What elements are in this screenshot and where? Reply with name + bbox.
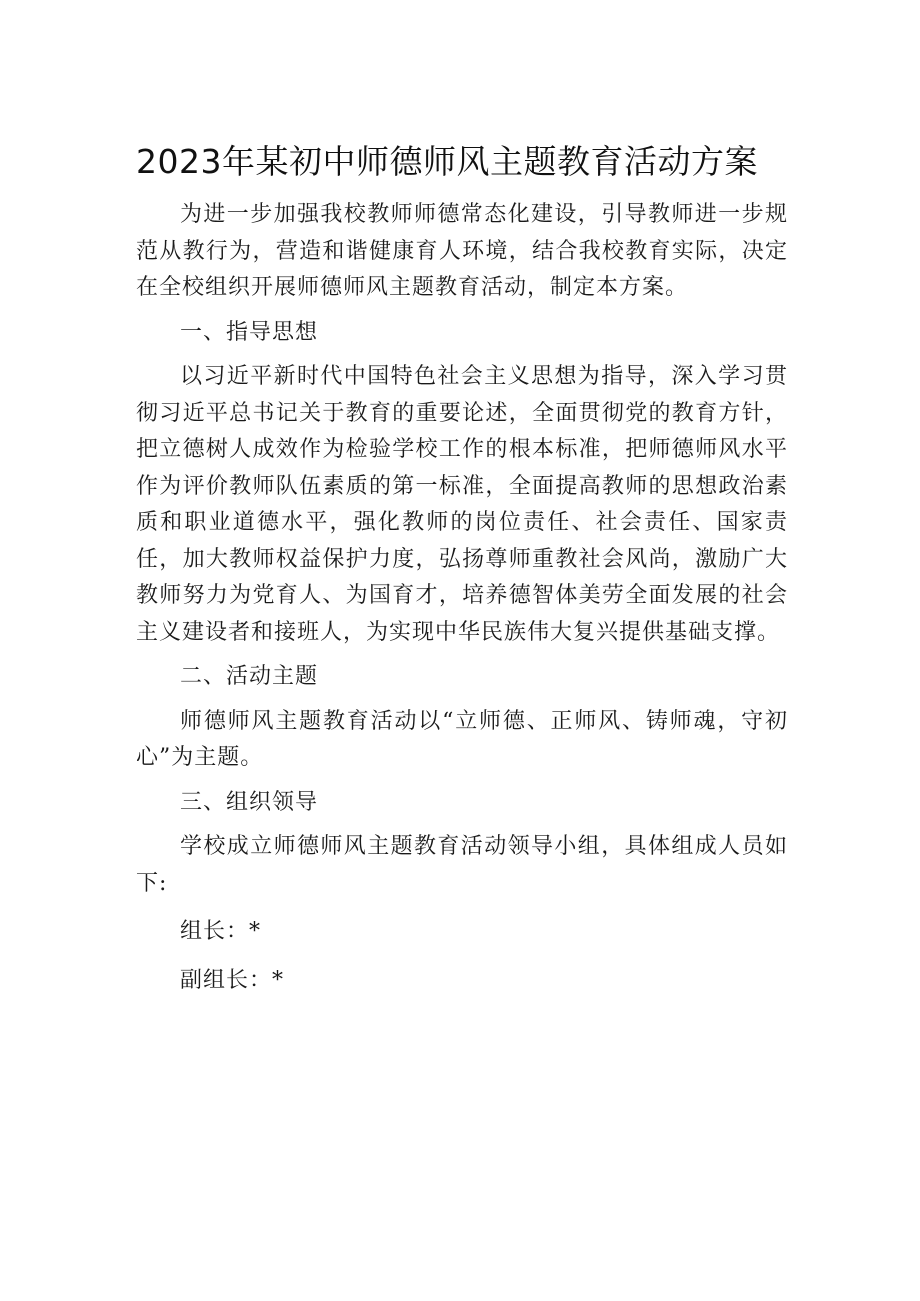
organization-paragraph: 学校成立师德师风主题教育活动领导小组，具体组成人员如下: [136,834,788,896]
document-title: 2023年某初中师德师风主题教育活动方案 [136,142,758,181]
group-leader-line: 组长：* [180,919,262,944]
section-heading-activity-theme: 二、活动主题 [180,664,319,689]
section-heading-organization: 三、组织领导 [180,789,319,815]
activity-theme-paragraph: 师德师风主题教育活动以“立师德、正师风、铸师魂，守初心”为主题。 [136,708,788,770]
guiding-ideology-paragraph: 以习近平新时代中国特色社会主义思想为指导，深入学习贯彻习近平总书记关于教育的重要论述，全面贯彻党的教育方针，把立德树人成效作为检验学校工作的根本标准，把师德师风水平作为评价教师队伍素质的第一标准，全面提高教师的思想政治素质和职业道德水平，强化教师的岗位责任、社会责任、国家责任，加大教师权益保护力度，弘扬尊师重教社会风尚，激励广大教师努力为党育人、为国育才，培养德智体美劳全面发展的社会主义建设者和接班人，为实现中华民族伟大复兴提供基础支撑。 [136,364,788,645]
section-heading-guiding-ideology: 一、指导思想 [180,319,319,345]
deputy-group-leader-line: 副组长：* [180,967,285,993]
intro-paragraph: 为进一步加强我校教师师德常态化建设，引导教师进一步规范从教行为，营造和谐健康育人环境，结合我校教育实际，决定在全校组织开展师德师风主题教育活动，制定本方案。 [136,202,788,300]
document-body [136,197,788,999]
